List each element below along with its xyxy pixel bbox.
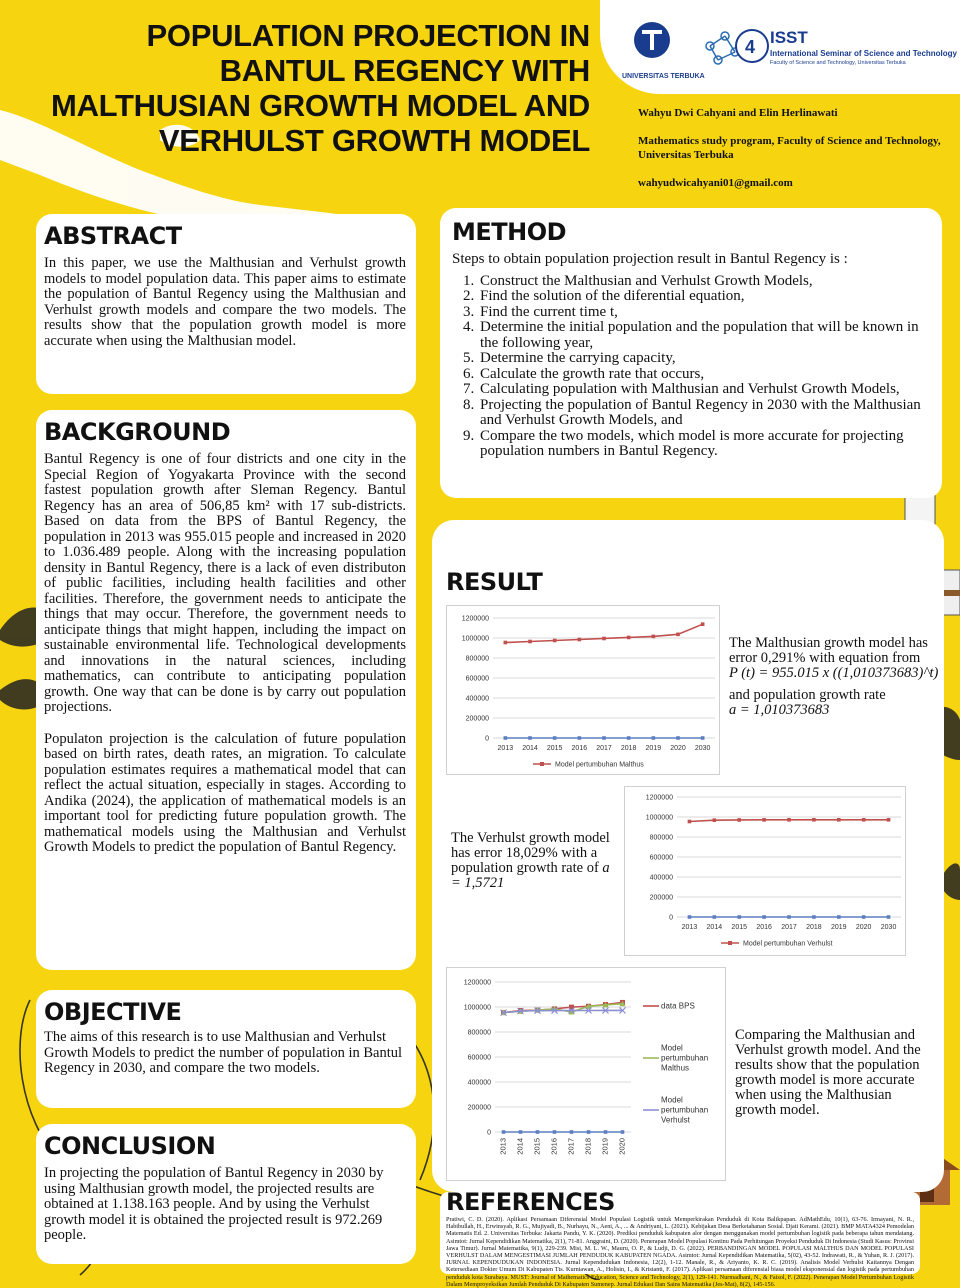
- isst-number: 4: [745, 37, 756, 57]
- malthus-text: The Malthusian growth model has error 0,291% with equation from: [729, 635, 928, 666]
- data-point: [737, 818, 741, 822]
- data-point: [528, 736, 532, 740]
- background-paragraph-1: Bantul Regency is one of four districts and one city in the Special Region of Yogyakarta Province with the second fastest population growth after Sleman Regency. Bantul Regency has an area of 506,85 km² with 17 sub-districts. Based on data from the BPS of Bantul Regency, the population in 2013 was 955.015 people and increased in 2020 to 1.036.489 people. Along with the increasing population density in Bantul Regency, there is a lack of even distributon of public facilities, including health facilities and other facilities. Therefore, the government needs to anticipate the things that may occur. Therefore, the government needs to anticipate things that might happen, including the impact on sustainable environmental life. Technological developments and innovations in the natural sciences, including mathematics, can contribute to anticipating population growth. One way that can be done is by carry out population projections.: [44, 451, 406, 715]
- x-tick-label: 2015: [731, 924, 748, 931]
- y-tick-label: 200000: [467, 1104, 491, 1112]
- data-point: [536, 1130, 540, 1134]
- data-point: [621, 1130, 625, 1134]
- data-point: [887, 915, 891, 919]
- data-point: [519, 1130, 523, 1134]
- universitas-terbuka-logo: [634, 22, 670, 58]
- legend-label: Model: [661, 1095, 683, 1105]
- data-point: [688, 915, 692, 919]
- x-tick-label: 2015: [532, 1138, 542, 1155]
- data-point: [762, 915, 766, 919]
- result-heading: RESULT: [446, 568, 543, 596]
- method-card: [440, 208, 942, 498]
- x-tick-label: 2013: [681, 924, 698, 931]
- x-tick-label: 2016: [549, 1138, 559, 1155]
- method-step: 3. Find the current time t,: [478, 305, 930, 321]
- legend-label: Model pertumbuhan Verhulst: [743, 940, 833, 948]
- x-tick-label: 2014: [522, 745, 538, 752]
- data-point: [587, 1130, 591, 1134]
- data-point: [701, 736, 705, 740]
- x-tick-label: 2020: [670, 745, 686, 752]
- data-point: [578, 736, 582, 740]
- x-tick-label: 2018: [583, 1138, 593, 1155]
- data-point: [701, 622, 705, 626]
- method-step: 4. Determine the initial population and the population that will be known in the following year,: [478, 320, 930, 351]
- x-tick-label: 2018: [806, 924, 822, 931]
- data-point: [762, 818, 766, 822]
- legend-label: Verhulst: [661, 1115, 690, 1125]
- legend-label: Model pertumbuhan Malthus: [555, 761, 644, 769]
- method-heading: METHOD: [452, 218, 567, 246]
- logo-panel: [600, 0, 960, 94]
- x-tick-label: 2019: [645, 745, 662, 752]
- y-tick-label: 800000: [649, 834, 673, 842]
- references-heading: REFERENCES: [446, 1188, 615, 1216]
- method-step: 2. Find the solution of the diferential equation,: [478, 289, 930, 305]
- email: wahyudwicahyani01@gmail.com: [638, 177, 793, 189]
- y-tick-label: 600000: [467, 1054, 491, 1062]
- x-tick-label: 2017: [781, 924, 797, 931]
- x-tick-label: 2016: [756, 924, 772, 931]
- x-tick-label: 2030: [694, 745, 711, 752]
- references-card: [440, 1188, 920, 1288]
- author-block: [638, 106, 950, 204]
- chart-comparison: [446, 967, 726, 1181]
- data-point: [713, 915, 717, 919]
- data-point: [504, 736, 508, 740]
- malthus-rate-text: and population growth rate: [729, 687, 886, 703]
- y-tick-label: 0: [487, 1129, 491, 1137]
- method-step: 7. Calculating population with Malthusian and Verhulst Growth Models,: [478, 382, 930, 398]
- x-tick-label: 2016: [571, 745, 588, 752]
- legend-label: Malthus: [661, 1063, 690, 1073]
- objective-card: [36, 990, 416, 1108]
- data-point: [652, 635, 656, 639]
- abstract-card: [36, 214, 416, 394]
- y-tick-label: 1000000: [645, 814, 673, 822]
- y-tick-label: 1200000: [645, 794, 673, 802]
- method-intro: Steps to obtain population projection result in Bantul Regency is :: [452, 251, 848, 267]
- legend-marker: [540, 762, 544, 766]
- conclusion-text: In projecting the population of Bantul Regency in 2030 by using Malthusian growth model, the projected results are obtained at 1.138.163 people. And by using the Verhulst growth model it is obtained the projected result is 972.269 people.: [44, 1165, 384, 1243]
- y-tick-label: 200000: [649, 894, 673, 902]
- authors: Wahyu Dwi Cahyani and Elin Herlinawati: [638, 107, 838, 119]
- poster-title: POPULATION PROJECTION IN BANTUL REGENCY WITH MALTHUSIAN GROWTH MODEL AND VERHULST GROWTH MODEL: [51, 18, 590, 158]
- references-text: Pratiwi, C. D. (2020). Aplikasi Persamaan Diferensial Model Populasi Logistik untuk Memperkirakan Penduduk di Kota Balikpapan. AdMathEdu, 10(1), 63-76. Irmayani, N. R., Habibullah, H., Erwinsyah, R. G., Mujiyadi, B., Nurhayu, N., Aeni, A., ... & Andriyani, L. (2021). Kebijakan Desa Berketahanan Sosial. Djati Kerami. (2021). BMP MATA4324 Pemodelan Matematis Ed. 2. Universitas Terbuka: Jakarta Pandu, Y. K. (2020). Prediksi penduduk kabupaten alor dengan menggunakan model pertumbuhan logistik pada beberapa tahun mendatang. Asimtot: Jurnal Kependidikan Matematika, 2(1), 71-81. Anggraini, D. (2020). Penerapan Model Populasi Kontinu Pada Perhitungan Proyeksi Penduduk Di Indonesia (Studi Kasus: Provinsi Jawa Timur). Jurnal Matematika, 9(1), 229-239. Misi, M. L. W., Mauru, O. P., & Ludji, D. G. (2022). PERBANDINGAN MODEL POPULASI MALTHUS DAN MODEL POPULASI VERHULST DALAM MENGESTIMASI JUMLAH PENDUDUK KABUPATEN NGADA. Asimtot: Jurnal Kependidikan Matematika, 5(02), 43-52. Indrawati, R., & Yuhan, R. J. (2017). JURNAL KEPENDUDUKAN INDONESIA. Jurnal Kependudukan Indonesia, 12(2), 1-12. Manale, R., & Ariyanto, K. R. C. (2019). Analisis Model Verhulst Kaitannya Dengan Ketersediaan Dokter Umum Di Kabupaten Tts. Kurniawan, A., Holisin, I., & Kristanti, F. (2017). Aplikasi persamaan diferensial biasa model eksponensial dan logistik pada pertumbuhan penduduk kota Surabaya. MUST: Journal of Mathematics Education, Science and Technology, 2(1), 129-141. Nurmadhani, N., & Faisol, F. (2022). Penerapan Model Pertumbuhan Logistik Dalam Memproyeksikan Jumlah Penduduk Di Kabupaten Sumenep. Jurnal Edukasi Dan Sains Matematika (Jes-Mat), 8(2), 145-156.: [446, 1216, 914, 1288]
- data-point: [627, 736, 631, 740]
- y-tick-label: 800000: [467, 1029, 491, 1037]
- isst-short: ISST: [770, 28, 808, 47]
- y-tick-label: 1200000: [461, 615, 489, 623]
- verhulst-text: The Verhulst growth model has error 18,029% with a population growth rate of: [451, 830, 610, 876]
- background-card: [36, 410, 416, 970]
- data-point: [502, 1130, 506, 1134]
- method-step: 1. Construct the Malthusian and Verhulst Growth Models,: [478, 274, 930, 290]
- y-tick-label: 600000: [465, 675, 489, 683]
- x-tick-label: 2014: [706, 924, 723, 931]
- comparison-description: Comparing the Malthusian and Verhulst growth model. And the results show that the population growth model is more accurate when using the Malthusian growth model.: [735, 1027, 921, 1118]
- y-tick-label: 1200000: [463, 979, 491, 987]
- malthus-description: [729, 636, 939, 718]
- data-point: [812, 915, 816, 919]
- chart-malthus: [446, 605, 720, 775]
- data-point: [504, 641, 508, 645]
- x-tick-label: 2017: [566, 1138, 576, 1155]
- x-tick-label: 2019: [830, 924, 847, 931]
- molecule-logo: [706, 32, 739, 64]
- data-point: [602, 637, 606, 641]
- data-point: [887, 818, 891, 822]
- y-tick-label: 800000: [465, 655, 489, 663]
- data-point: [652, 736, 656, 740]
- legend-label: data BPS: [661, 1001, 695, 1011]
- y-tick-label: 0: [485, 735, 489, 743]
- y-tick-label: 400000: [649, 874, 673, 882]
- data-point: [627, 636, 631, 640]
- data-point: [602, 736, 606, 740]
- malthus-equation: P (t) = 955.015 x ((1,010373683)^t): [729, 665, 939, 681]
- x-tick-label: 2018: [620, 745, 637, 752]
- data-point: [676, 633, 680, 637]
- data-point: [787, 915, 791, 919]
- legend-label: Model: [661, 1043, 683, 1053]
- data-point: [737, 915, 741, 919]
- method-step: 9. Compare the two models, which model is more accurate for projecting population numbers in Bantul Regency.: [478, 429, 930, 460]
- logos: [600, 0, 960, 94]
- objective-text: The aims of this research is to use Malthusian and Verhulst Growth Models to predict the number of population in Bantul Regency in 2030, and compare the two models.: [44, 1029, 403, 1076]
- data-point: [837, 915, 841, 919]
- data-point: [553, 1130, 557, 1134]
- x-tick-label: 2015: [546, 745, 563, 752]
- affiliation: Mathematics study program, Faculty of Science and Technology, Universitas Terbuka: [638, 135, 941, 161]
- data-point: [688, 820, 692, 824]
- data-point: [553, 639, 557, 643]
- x-tick-label: 2017: [596, 745, 612, 752]
- y-tick-label: 1000000: [463, 1004, 491, 1012]
- x-tick-label: 2030: [880, 924, 897, 931]
- abstract-heading: ABSTRACT: [44, 222, 182, 250]
- y-tick-label: 600000: [649, 854, 673, 862]
- objective-heading: OBJECTIVE: [44, 998, 182, 1026]
- isst-faculty: Faculty of Science and Technology, Universitas Terbuka: [770, 60, 906, 66]
- y-tick-label: 200000: [465, 715, 489, 723]
- data-point: [578, 638, 582, 642]
- chart-verhulst: [624, 786, 906, 956]
- data-point: [553, 736, 557, 740]
- y-tick-label: 400000: [467, 1079, 491, 1087]
- x-tick-label: 2014: [515, 1138, 525, 1155]
- y-tick-label: 0: [669, 914, 673, 922]
- method-step: 5. Determine the carrying capacity,: [478, 351, 930, 367]
- isst-full: International Seminar of Science and Technology: [770, 49, 957, 58]
- x-tick-label: 2020: [855, 924, 872, 931]
- legend-marker: [728, 941, 732, 945]
- data-point: [812, 818, 816, 822]
- data-point: [787, 818, 791, 822]
- method-step: 8. Projecting the population of Bantul Regency in 2030 with the Malthusian and Verhulst Growth Models, and: [478, 398, 930, 429]
- background-heading: BACKGROUND: [44, 418, 231, 446]
- data-point: [862, 915, 866, 919]
- legend-label: pertumbuhan: [661, 1105, 709, 1115]
- data-point: [528, 640, 532, 644]
- method-step: 6. Calculate the growth rate that occurs,: [478, 367, 930, 383]
- x-tick-label: 2013: [498, 1138, 508, 1155]
- conclusion-heading: CONCLUSION: [44, 1132, 216, 1160]
- data-point: [862, 818, 866, 822]
- conclusion-card: [36, 1124, 416, 1264]
- y-tick-label: 400000: [465, 695, 489, 703]
- data-point: [837, 818, 841, 822]
- data-point: [604, 1130, 608, 1134]
- y-tick-label: 1000000: [461, 635, 489, 643]
- x-tick-label: 2019: [600, 1138, 610, 1155]
- malthus-rate: a = 1,010373683: [729, 702, 830, 718]
- background-paragraph-2: Populaton projection is the calculation of future population based on birth rates, death rates, an migration. To calculate population estimates requires a mathematical model that can reflect the actual situation, especially in stages. According to Andika (2024), the application of mathematical models is an important tool for predicting future population growth. The mathematical models using the Malthusian and Verhulst Growth Models to predict the population of Bantul Regency.: [44, 730, 406, 855]
- data-point: [713, 818, 717, 822]
- data-point: [570, 1130, 574, 1134]
- verhulst-description: [451, 831, 619, 891]
- x-tick-label: 2020: [617, 1138, 627, 1155]
- verhulst-rate: a = 1,5721: [451, 860, 610, 891]
- data-point: [676, 736, 680, 740]
- x-tick-label: 2013: [497, 745, 514, 752]
- ut-logo-text: UNIVERSITAS TERBUKA: [622, 73, 705, 80]
- method-steps: [452, 274, 930, 460]
- abstract-text: In this paper, we use the Malthusian and Verhulst growth models to model population data. This paper aims to estimate the population of Bantul Regency using the Malthusian and Verhulst growth models and compare the two models. The results show that the population growth model is more accurate when using the Malthusian model.: [44, 255, 406, 349]
- legend-label: pertumbuhan: [661, 1053, 709, 1063]
